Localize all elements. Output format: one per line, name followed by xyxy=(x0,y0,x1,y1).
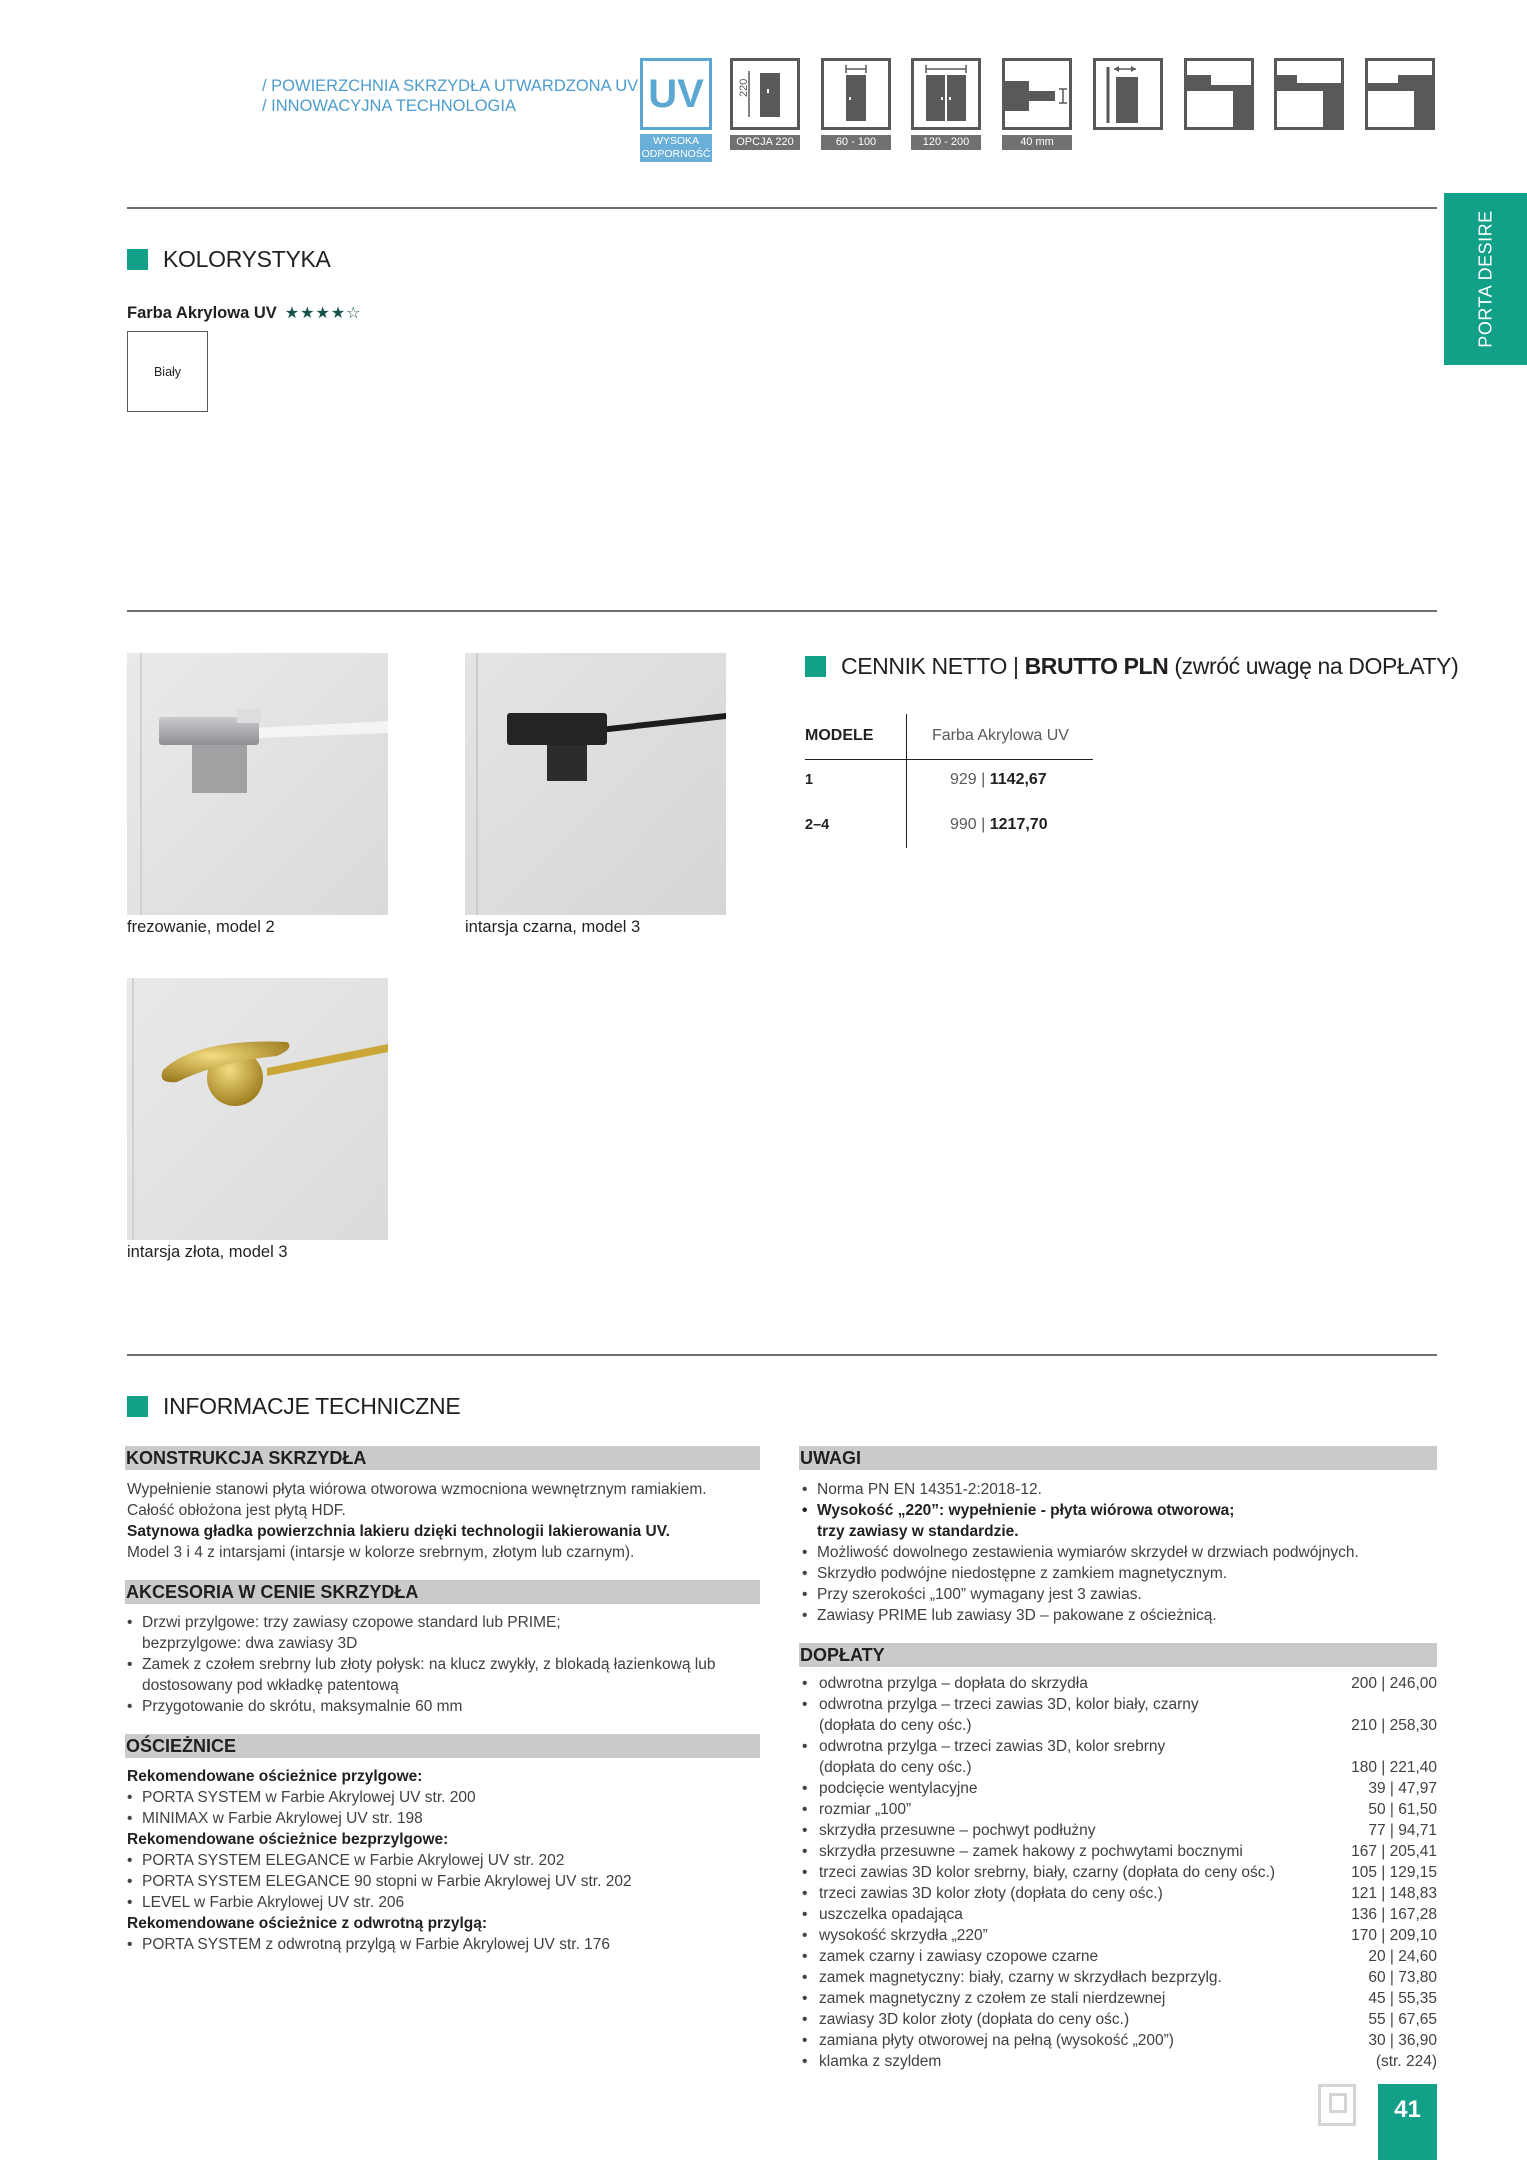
feature-option-220 xyxy=(730,58,800,150)
construction-bar: KONSTRUKCJA SKRZYDŁA xyxy=(125,1446,760,1470)
sliding-door-icon xyxy=(1093,58,1163,130)
surcharge-value: 167 | 205,41 xyxy=(1351,1843,1437,1860)
surcharge-label: odwrotna przylga – dopłata do skrzydła xyxy=(819,1675,1088,1692)
rebated-door-profile-icon xyxy=(1184,58,1254,130)
surcharge-label: rozmiar „100” xyxy=(819,1801,912,1818)
surcharge-value: 50 | 61,50 xyxy=(1368,1801,1437,1818)
colors-title: KOLORYSTYKA xyxy=(163,246,331,272)
surcharge-label: zamek magnetyczny z czołem ze stali nierdzewnej xyxy=(819,1990,1166,2007)
bullet-icon: • xyxy=(802,1843,808,1860)
bullet-icon: • xyxy=(802,1885,808,1902)
feature-rebated xyxy=(1184,58,1254,135)
section-square-icon xyxy=(805,656,826,677)
series-name: PORTA DESIRE xyxy=(1475,210,1495,348)
bullet-icon: • xyxy=(802,1969,808,1986)
uv-badge-label: WYSOKA ODPORNOŚĆ xyxy=(641,135,711,160)
notes-bar: UWAGI xyxy=(799,1446,1437,1470)
uv-icon: UV xyxy=(640,58,712,130)
colors-heading xyxy=(127,246,331,273)
photo-caption: frezowanie, model 2 xyxy=(127,918,275,936)
paint-name: Farba Akrylowa UV ★★★★☆ xyxy=(127,303,362,322)
surcharge-value: 180 | 221,40 xyxy=(1351,1759,1437,1776)
bullet-icon: • xyxy=(802,1990,808,2007)
surcharge-value: 121 | 148,83 xyxy=(1351,1885,1437,1902)
surcharge-value: 45 | 55,35 xyxy=(1368,1990,1437,2007)
surcharge-label: odwrotna przylga – trzeci zawias 3D, kolor srebrny xyxy=(819,1738,1166,1755)
section-square-icon xyxy=(127,1396,148,1417)
surcharge-label: zamek magnetyczny: biały, czarny w skrzydłach bezprzylg. xyxy=(819,1969,1222,1986)
surcharge-label: wysokość skrzydła „220” xyxy=(819,1927,988,1944)
bullet-icon: • xyxy=(802,1822,808,1839)
door-thickness-icon xyxy=(1002,58,1072,130)
surcharge-label: zawiasy 3D kolor złoty (dopłata do ceny ośc.) xyxy=(819,2011,1130,2028)
surcharge-row xyxy=(802,1883,1437,1904)
surcharge-value: 30 | 36,90 xyxy=(1368,2032,1437,2049)
height-220-text: 220 xyxy=(738,78,750,97)
surcharge-label: podcięcie wentylacyjne xyxy=(819,1780,978,1797)
feature-sliding xyxy=(1093,58,1163,135)
paint-column-header: Farba Akrylowa UV xyxy=(932,727,1069,744)
model-cell: 1 xyxy=(805,772,814,788)
accessories-bar: AKCESORIA W CENIE SKRZYDŁA xyxy=(125,1580,760,1604)
bullet-icon: • xyxy=(802,2032,808,2049)
notes-list: • Norma PN EN 14351-2:2018-12. • Wysokość „220”: wypełnienie - płyta wiórowa otworowa; trzy zawiasy w standardzie. • Możliwość dowolnego zestawienia wymiarów skrzydeł w drzwiach podwójnych. • Skrzydło podwójne niedostępne z zamkiem magnetycznym. • Przy szerokości „100” wymagany jest 3 zawias. • Zawiasy PRIME lub zawiasy 3D – pakowane z ościeżnicą. xyxy=(802,1479,1359,1626)
surcharge-row xyxy=(802,1820,1437,1841)
surcharge-label: trzeci zawias 3D kolor srebrny, biały, czarny (dopłata do ceny ośc.) xyxy=(819,1864,1275,1881)
surcharge-label: klamka z szyldem xyxy=(819,2053,942,2070)
surcharges-list xyxy=(802,1673,1437,2072)
surcharge-value: (str. 224) xyxy=(1375,2053,1437,2070)
price-cell: 929 | 1142,67 xyxy=(950,771,1047,788)
swatch-label: Biały xyxy=(153,364,182,379)
photo-black-inlay xyxy=(465,653,726,915)
surcharge-label: (dopłata do ceny ośc.) xyxy=(819,1717,972,1734)
surcharge-value: 210 | 258,30 xyxy=(1351,1717,1437,1734)
feature-thickness xyxy=(1002,58,1072,150)
divider xyxy=(127,610,1437,612)
surcharge-label: zamiana płyty otworowej na pełną (wysokość „200”) xyxy=(819,2032,1174,2049)
surcharge-label: skrzydła przesuwne – pochwyt podłużny xyxy=(819,1822,1096,1839)
surcharge-row xyxy=(802,1715,1437,1736)
surcharge-row xyxy=(802,1841,1437,1862)
bullet-icon: • xyxy=(802,2011,808,2028)
frames-list: Rekomendowane ościeżnice przylgowe: • PORTA SYSTEM w Farbie Akrylowej UV str. 200 • MINIMAX w Farbie Akrylowej UV str. 198 Rekomendowane ościeżnice bezprzylgowe: • PORTA SYSTEM ELEGANCE w Farbie Akrylowej UV str. 202 • PORTA SYSTEM ELEGANCE 90 stopni w Farbie Akrylowej UV str. 202 • LEVEL w Farbie Akrylowej UV str. 206 Rekomendowane ościeżnice z odwrotną przylgą: • PORTA SYSTEM z odwrotną przylgą w Farbie Akrylowej UV str. 176 xyxy=(127,1766,632,1955)
surcharge-row xyxy=(802,1757,1437,1778)
construction-text: Wypełnienie stanowi płyta wiórowa otworowa wzmocniona wewnętrznym ramiakiem. Całość obłożona jest płytą HDF. Satynowa gładka powierzchnia lakieru dzięki technologii lakierowania UV. Model 3 i 4 z intarsjami (intarsje w kolorze srebrnym, złotym lub czarnym). xyxy=(127,1481,707,1561)
surcharge-label: uszczelka opadająca xyxy=(819,1906,963,1923)
surcharge-value: 60 | 73,80 xyxy=(1368,1969,1437,1986)
surcharge-row xyxy=(802,1736,1437,1757)
bullet-icon: • xyxy=(802,1696,808,1713)
surcharge-label: odwrotna przylga – trzeci zawias 3D, kolor biały, czarny xyxy=(819,1696,1199,1713)
bullet-icon: • xyxy=(802,1780,808,1797)
table-column-rule xyxy=(906,714,907,848)
price-title: CENNIK NETTO | BRUTTO PLN (zwróć uwagę na DOPŁATY) xyxy=(841,653,1459,679)
surcharge-value: 77 | 94,71 xyxy=(1368,1822,1437,1839)
surcharge-row xyxy=(802,1694,1437,1715)
section-square-icon xyxy=(127,249,148,270)
surcharge-value: 170 | 209,10 xyxy=(1351,1927,1437,1944)
surcharge-row xyxy=(802,2030,1437,2051)
surcharge-row xyxy=(802,1778,1437,1799)
tagline xyxy=(262,76,638,116)
surcharge-value: 55 | 67,65 xyxy=(1368,2011,1437,2028)
surcharge-value: 200 | 246,00 xyxy=(1351,1675,1437,1692)
non-rebated-door-profile-icon xyxy=(1274,58,1344,130)
surcharge-row xyxy=(802,1862,1437,1883)
bullet-icon: • xyxy=(802,1906,808,1923)
model-cell: 2–4 xyxy=(805,817,830,833)
double-door-width-icon xyxy=(911,58,981,130)
reverse-rebate-profile-icon xyxy=(1365,58,1435,130)
series-side-tab xyxy=(1444,193,1527,365)
color-swatch[interactable] xyxy=(127,331,208,412)
surcharge-label: skrzydła przesuwne – zamek hakowy z pochwytami bocznymi xyxy=(819,1843,1243,1860)
surcharge-row xyxy=(802,1673,1437,1694)
photo-caption: intarsja czarna, model 3 xyxy=(465,918,641,936)
surcharge-value: 20 | 24,60 xyxy=(1368,1948,1437,1965)
photo-silver-handle xyxy=(127,653,388,915)
page-number: 41 xyxy=(1378,2084,1437,2160)
surcharge-row xyxy=(802,2051,1437,2072)
uv-badge xyxy=(640,58,712,162)
info-title: INFORMACJE TECHNICZNE xyxy=(163,1393,461,1419)
tagline-line-1: / POWIERZCHNIA SKRZYDŁA UTWARDZONA UV xyxy=(262,77,639,95)
divider xyxy=(127,207,1437,209)
bullet-icon: • xyxy=(802,1864,808,1881)
photo-caption: intarsja złota, model 3 xyxy=(127,1243,288,1261)
surcharge-row xyxy=(802,1799,1437,1820)
surcharge-row xyxy=(802,1925,1437,1946)
surcharges-bar: DOPŁATY xyxy=(799,1643,1437,1667)
surcharge-value: 136 | 167,28 xyxy=(1351,1906,1437,1923)
tagline-line-2: / INNOWACYJNA TECHNOLOGIA xyxy=(262,97,516,115)
surcharge-row xyxy=(802,1967,1437,1988)
door-height-220-icon xyxy=(730,58,800,130)
price-heading xyxy=(805,653,1458,680)
feature-non-rebated xyxy=(1274,58,1344,135)
surcharge-value: 105 | 129,15 xyxy=(1351,1864,1437,1881)
surcharge-row xyxy=(802,2009,1437,2030)
info-heading xyxy=(127,1393,460,1420)
surcharge-row xyxy=(802,1904,1437,1925)
bullet-icon: • xyxy=(802,1675,808,1692)
surcharge-label: trzeci zawias 3D kolor złoty (dopłata do ceny ośc.) xyxy=(819,1885,1163,1902)
price-cell: 990 | 1217,70 xyxy=(950,816,1048,833)
bullet-icon: • xyxy=(802,1801,808,1818)
bullet-icon: • xyxy=(802,1948,808,1965)
single-door-width-icon xyxy=(821,58,891,130)
rating-stars-icon: ★★★★☆ xyxy=(284,305,362,322)
models-column-header: MODELE xyxy=(805,727,874,744)
table-header-rule xyxy=(805,759,1093,760)
porta-logo-icon xyxy=(1318,2084,1356,2126)
surcharge-label: zamek czarny i zawiasy czopowe czarne xyxy=(819,1948,1099,1965)
frames-bar: OŚCIEŻNICE xyxy=(125,1734,760,1758)
bullet-icon: • xyxy=(802,1738,808,1755)
bullet-icon: • xyxy=(802,1927,808,1944)
accessories-list: • Drzwi przylgowe: trzy zawiasy czopowe standard lub PRIME; bezprzylgowe: dwa zawiasy 3D • Zamek z czołem srebrny lub złoty połysk: na klucz zwykły, z blokadą łazienkową lub dostosowany pod wkładkę patentową • Przygotowanie do skrótu, maksymalnie 60 mm xyxy=(127,1612,715,1717)
feature-label: 40 mm xyxy=(1002,135,1072,150)
surcharge-row xyxy=(802,1946,1437,1967)
surcharge-value: 39 | 47,97 xyxy=(1368,1780,1437,1797)
divider xyxy=(127,1354,1437,1356)
feature-reverse-rebate xyxy=(1365,58,1435,135)
feature-label: 120 - 200 xyxy=(911,135,981,150)
feature-double-width xyxy=(911,58,981,150)
feature-label: 60 - 100 xyxy=(821,135,891,150)
surcharge-label: (dopłata do ceny ośc.) xyxy=(819,1759,972,1776)
bullet-icon: • xyxy=(802,2053,808,2070)
surcharge-row xyxy=(802,1988,1437,2009)
feature-single-width xyxy=(821,58,891,150)
photo-gold-inlay xyxy=(127,978,388,1240)
feature-label: OPCJA 220 xyxy=(730,135,800,150)
